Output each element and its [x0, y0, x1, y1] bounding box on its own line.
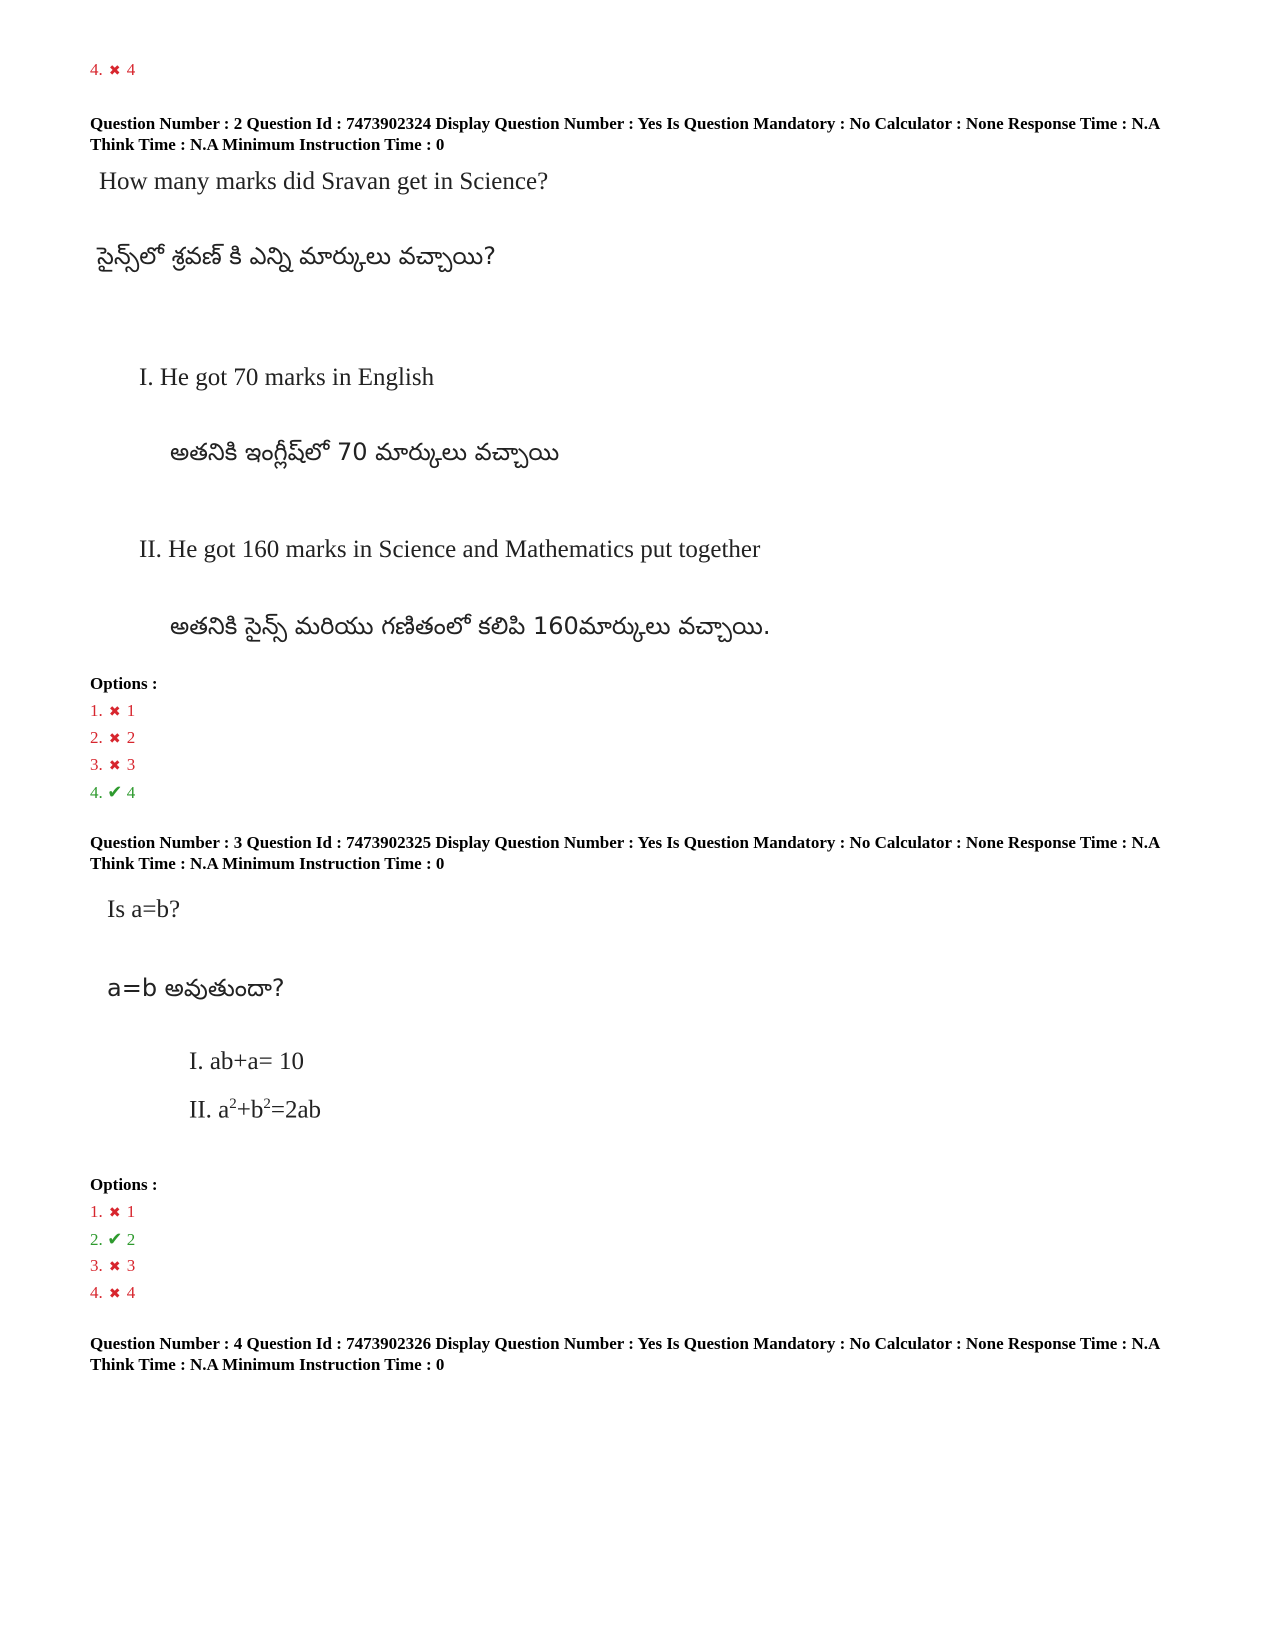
cross-icon: ✖ [108, 705, 121, 720]
q2-options-label: Options : [90, 674, 158, 693]
q2-option-1 [90, 701, 135, 723]
q1-option-4 [90, 60, 135, 82]
q2-statement-1-te: అతనికి ఇంగ్లీష్‌లో 70 మార్కులు వచ్చాయి [170, 438, 560, 466]
option-text: 1 [126, 1202, 136, 1221]
option-text: 2 [126, 1230, 136, 1249]
cross-icon: ✖ [108, 732, 121, 747]
q4-meta: Question Number : 4 Question Id : 7473902326 Display Question Number : Yes Is Question Mandatory : No Calculator : None Response Time : N.A Think Time : N.A Minimum Instruction Time : 0 [90, 1334, 1160, 1374]
option-number: 4. [90, 1283, 103, 1302]
statement-2-suffix: =2ab [270, 1096, 322, 1124]
option-number: 2. [90, 1230, 103, 1249]
q2-statement-2-en: II. He got 160 marks in Science and Mathematics put together [139, 536, 761, 563]
option-text: 2 [126, 728, 136, 747]
q3-question-te: a=b అవుతుందా? [107, 974, 285, 1002]
option-number: 3. [90, 755, 103, 774]
option-text: 1 [126, 701, 136, 720]
q2-statement-2-te: అతనికి సైన్స్ మరియు గణితంలో కలిపి 160మార్కులు వచ్చాయి. [170, 612, 771, 640]
q3-statement-1: I. ab+a= 10 [189, 1048, 304, 1075]
q2-question-en: How many marks did Sravan get in Science? [99, 168, 549, 195]
q2-option-3 [90, 755, 135, 777]
option-text: 3 [126, 755, 136, 774]
q3-option-4 [90, 1283, 135, 1305]
option-number: 1. [90, 701, 103, 720]
superscript: 2 [229, 1096, 237, 1112]
q3-question-en: Is a=b? [107, 896, 181, 923]
option-number: 4. [90, 60, 103, 79]
check-icon: ✔ [107, 1229, 123, 1249]
option-text: 4 [126, 1283, 136, 1302]
option-number: 3. [90, 1256, 103, 1275]
option-number: 4. [90, 783, 103, 802]
cross-icon: ✖ [108, 759, 121, 774]
q3-options-label: Options : [90, 1175, 158, 1194]
q3-option-2 [90, 1229, 135, 1250]
statement-2-prefix: II. a [189, 1096, 230, 1124]
cross-icon: ✖ [108, 64, 121, 79]
option-text: 4 [126, 783, 136, 802]
superscript: 2 [263, 1096, 271, 1112]
q3-option-3 [90, 1256, 135, 1278]
cross-icon: ✖ [108, 1206, 121, 1221]
cross-icon: ✖ [108, 1260, 121, 1275]
cross-icon: ✖ [108, 1287, 121, 1302]
q3-meta: Question Number : 3 Question Id : 7473902325 Display Question Number : Yes Is Question Mandatory : No Calculator : None Response Time : N.A Think Time : N.A Minimum Instruction Time : 0 [90, 833, 1160, 873]
q2-option-2 [90, 728, 135, 750]
option-text: 4 [126, 60, 136, 79]
q3-statement-2 [189, 1096, 321, 1124]
statement-2-mid: +b [236, 1096, 264, 1124]
check-icon: ✔ [107, 782, 123, 802]
q2-statement-1-en: I. He got 70 marks in English [139, 364, 435, 391]
option-number: 2. [90, 728, 103, 747]
q3-option-1 [90, 1202, 135, 1224]
q2-meta: Question Number : 2 Question Id : 7473902324 Display Question Number : Yes Is Question Mandatory : No Calculator : None Response Time : N.A Think Time : N.A Minimum Instruction Time : 0 [90, 114, 1160, 154]
q2-option-4 [90, 782, 135, 803]
q2-question-te: సైన్స్‌లో శ్రవణ్ కి ఎన్ని మార్కులు వచ్చాయి? [97, 242, 497, 270]
option-text: 3 [126, 1256, 136, 1275]
option-number: 1. [90, 1202, 103, 1221]
